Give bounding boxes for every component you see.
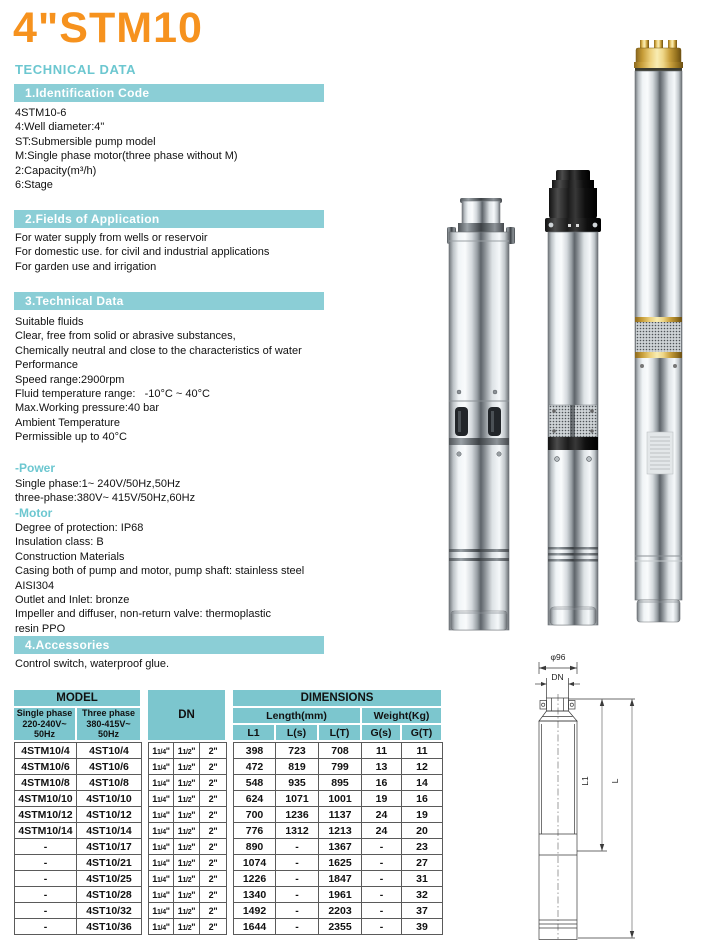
text-line: Chemically neutral and close to the characteristics of water xyxy=(15,344,302,357)
table-row xyxy=(14,759,443,775)
pump-photo-middle xyxy=(545,170,601,625)
value-cell: 19 xyxy=(362,791,402,807)
value-cell: 39 xyxy=(402,919,443,935)
section-header-accessories: 4.Accessories xyxy=(14,636,324,654)
value-cell: - xyxy=(362,839,402,855)
page-title: 4"STM10 xyxy=(13,4,203,52)
value-cell: - xyxy=(362,855,402,871)
value-cell: 624 xyxy=(233,791,276,807)
value-cell: 16 xyxy=(402,791,443,807)
dn-value: 11/2" xyxy=(174,742,200,759)
model-cell: 4STM10/8 xyxy=(14,775,77,791)
value-cell: 1213 xyxy=(319,823,362,839)
model-cell: 4ST10/32 xyxy=(77,903,142,919)
value-cell: 1367 xyxy=(319,839,362,855)
dn-value: 11/2" xyxy=(174,919,200,935)
model-cell: 4STM10/10 xyxy=(14,791,77,807)
text-line: Fluid temperature range: -10°C ~ 40°C xyxy=(15,388,210,401)
drawing-diameter-label: φ96 xyxy=(550,652,566,662)
table-row xyxy=(14,871,443,887)
dn-value: 11/4" xyxy=(148,871,174,887)
dn-value: 11/4" xyxy=(148,807,174,823)
text-line: Ambient Temperature xyxy=(15,416,120,429)
pump-product-photos xyxy=(435,30,701,660)
model-cell: - xyxy=(14,919,77,935)
dn-value: 11/4" xyxy=(148,759,174,775)
value-cell: 548 xyxy=(233,775,276,791)
value-cell: 472 xyxy=(233,759,276,775)
table-row xyxy=(14,887,443,903)
model-cell: 4ST10/12 xyxy=(77,807,142,823)
dn-value: 2" xyxy=(200,742,227,759)
value-cell: 31 xyxy=(402,871,443,887)
section-header-identification: 1.Identification Code xyxy=(14,84,324,102)
text-line: Clear, free from solid or abrasive substances, xyxy=(15,330,236,343)
value-cell: 16 xyxy=(362,775,402,791)
value-cell: 1001 xyxy=(319,791,362,807)
model-cell: 4STM10/14 xyxy=(14,823,77,839)
text-line: Single phase:1~ 240V/50Hz,50Hz xyxy=(15,478,181,490)
text-line: three-phase:380V~ 415V/50Hz,60Hz xyxy=(15,492,196,505)
table-body xyxy=(14,742,443,935)
table-row xyxy=(14,823,443,839)
table-header xyxy=(14,690,443,742)
value-cell: 1492 xyxy=(233,903,276,919)
value-cell: - xyxy=(362,919,402,935)
model-cell: 4ST10/36 xyxy=(77,919,142,935)
identification-text xyxy=(15,106,451,192)
drawing-l-label: L xyxy=(610,778,620,784)
section-header-application: 2.Fields of Application xyxy=(14,210,324,228)
application-text xyxy=(15,231,451,274)
value-cell: 14 xyxy=(402,775,443,791)
value-cell: 19 xyxy=(402,807,443,823)
table-row xyxy=(14,742,443,759)
dn-value: 11/4" xyxy=(148,791,174,807)
value-cell: 24 xyxy=(362,807,402,823)
col-header-l1: L1 xyxy=(233,725,276,742)
value-cell: 723 xyxy=(276,742,319,759)
text-line: Insulation class: B xyxy=(15,536,104,549)
dn-value: 11/2" xyxy=(174,887,200,903)
model-header: MODEL xyxy=(14,690,142,708)
model-cell: 4STM10/4 xyxy=(14,742,77,759)
dn-value: 2" xyxy=(200,823,227,839)
text-line: Speed range:2900rpm xyxy=(15,373,125,386)
col-header-gt: G(T) xyxy=(402,725,443,742)
text-line: Permissible up to 40°C xyxy=(15,431,128,444)
value-cell: 1625 xyxy=(319,855,362,871)
model-cell: 4STM10/6 xyxy=(14,759,77,775)
value-cell: 799 xyxy=(319,759,362,775)
value-cell: - xyxy=(276,887,319,903)
dn-value: 2" xyxy=(200,759,227,775)
dn-value: 11/4" xyxy=(148,839,174,855)
dn-value: 2" xyxy=(200,791,227,807)
value-cell: - xyxy=(276,855,319,871)
dn-value: 2" xyxy=(200,919,227,935)
value-cell: 2355 xyxy=(319,919,362,935)
value-cell: 11 xyxy=(362,742,402,759)
value-cell: 23 xyxy=(402,839,443,855)
table-row xyxy=(14,807,443,823)
model-cell: 4ST10/6 xyxy=(77,759,142,775)
model-cell: 4ST10/21 xyxy=(77,855,142,871)
motor-text xyxy=(15,521,451,636)
model-cell: 4ST10/17 xyxy=(77,839,142,855)
value-cell: - xyxy=(276,871,319,887)
dn-value: 11/2" xyxy=(174,903,200,919)
dn-header: DN xyxy=(148,690,227,742)
value-cell: 32 xyxy=(402,887,443,903)
value-cell: 13 xyxy=(362,759,402,775)
dn-value: 2" xyxy=(200,807,227,823)
value-cell: 935 xyxy=(276,775,319,791)
value-cell: 1644 xyxy=(233,919,276,935)
text-line: Degree of protection: IP68 xyxy=(15,522,144,534)
value-cell: - xyxy=(362,887,402,903)
text-line: Construction Materials xyxy=(15,550,125,563)
value-cell: 20 xyxy=(402,823,443,839)
dn-value: 11/2" xyxy=(174,823,200,839)
dn-value: 2" xyxy=(200,887,227,903)
table-row xyxy=(14,919,443,935)
dn-value: 11/2" xyxy=(174,759,200,775)
value-cell: 27 xyxy=(402,855,443,871)
col-header-ls: L(s) xyxy=(276,725,319,742)
text-line: ST:Submersible pump model xyxy=(15,135,156,148)
text-line: For garden use and irrigation xyxy=(15,260,157,273)
value-cell: 895 xyxy=(319,775,362,791)
dn-value: 2" xyxy=(200,871,227,887)
value-cell: 819 xyxy=(276,759,319,775)
dn-value: 11/2" xyxy=(174,839,200,855)
dn-value: 11/2" xyxy=(174,871,200,887)
dn-value: 2" xyxy=(200,903,227,919)
text-line: Suitable fluids xyxy=(15,316,84,328)
text-line: Performance xyxy=(15,359,78,372)
model-cell: - xyxy=(14,887,77,903)
value-cell: - xyxy=(276,839,319,855)
table-row xyxy=(14,839,443,855)
value-cell: 776 xyxy=(233,823,276,839)
text-line: 6:Stage xyxy=(15,179,53,192)
dn-value: 11/4" xyxy=(148,887,174,903)
model-cell: 4ST10/4 xyxy=(77,742,142,759)
pump-photo-left xyxy=(447,198,515,630)
model-cell: - xyxy=(14,871,77,887)
model-cell: 4ST10/8 xyxy=(77,775,142,791)
value-cell: 1236 xyxy=(276,807,319,823)
value-cell: 708 xyxy=(319,742,362,759)
technical-text xyxy=(15,315,451,445)
three-phase-header: Three phase 380-415V~ 50Hz xyxy=(77,708,142,742)
model-cell: - xyxy=(14,839,77,855)
text-line: Max.Working pressure:40 bar xyxy=(15,402,160,415)
value-cell: 11 xyxy=(402,742,443,759)
dn-value: 2" xyxy=(200,775,227,791)
value-cell: 24 xyxy=(362,823,402,839)
model-cell: 4ST10/25 xyxy=(77,871,142,887)
section-header-technical: 3.Technical Data xyxy=(14,292,324,310)
table-row xyxy=(14,855,443,871)
text-line: 4STM10-6 xyxy=(15,107,67,119)
table-row xyxy=(14,903,443,919)
text-line: Control switch, waterproof glue. xyxy=(15,658,170,670)
model-cell: - xyxy=(14,903,77,919)
value-cell: - xyxy=(276,903,319,919)
dimensions-table xyxy=(14,690,443,935)
dn-value: 11/4" xyxy=(148,903,174,919)
drawing-l1-label: L1 xyxy=(580,776,590,786)
dimension-drawing xyxy=(520,648,701,940)
dn-value: 11/4" xyxy=(148,855,174,871)
accessories-text xyxy=(15,657,451,671)
dn-value: 11/4" xyxy=(148,919,174,935)
value-cell: 1847 xyxy=(319,871,362,887)
model-cell: 4STM10/12 xyxy=(14,807,77,823)
text-line: AISI304 xyxy=(15,579,55,592)
dn-value: 11/4" xyxy=(148,823,174,839)
value-cell: 1071 xyxy=(276,791,319,807)
text-line: Casing both of pump and motor, pump shaft: stainless steel xyxy=(15,565,305,578)
value-cell: 1961 xyxy=(319,887,362,903)
dn-value: 11/2" xyxy=(174,791,200,807)
col-header-lt: L(T) xyxy=(319,725,362,742)
model-cell: 4ST10/28 xyxy=(77,887,142,903)
value-cell: 37 xyxy=(402,903,443,919)
dimensions-header: DIMENSIONS xyxy=(233,690,443,708)
value-cell: 1074 xyxy=(233,855,276,871)
motor-subheading: -Motor xyxy=(15,506,53,520)
technical-data-heading: TECHNICAL DATA xyxy=(15,62,137,77)
value-cell: - xyxy=(276,919,319,935)
text-line: M:Single phase motor(three phase without M) xyxy=(15,150,238,163)
value-cell: 1137 xyxy=(319,807,362,823)
value-cell: - xyxy=(362,871,402,887)
dn-value: 11/2" xyxy=(174,807,200,823)
text-line: Outlet and Inlet: bronze xyxy=(15,594,130,607)
value-cell: 1226 xyxy=(233,871,276,887)
power-text xyxy=(15,477,451,506)
value-cell: 890 xyxy=(233,839,276,855)
length-header: Length(mm) xyxy=(233,708,362,725)
dn-value: 2" xyxy=(200,839,227,855)
dn-value: 11/2" xyxy=(174,775,200,791)
value-cell: 2203 xyxy=(319,903,362,919)
text-line: For water supply from wells or reservoir xyxy=(15,232,208,244)
model-cell: - xyxy=(14,855,77,871)
model-cell: 4ST10/10 xyxy=(77,791,142,807)
text-line: Impeller and diffuser, non-return valve: thermoplastic xyxy=(15,608,271,621)
dn-value: 11/4" xyxy=(148,775,174,791)
table-row xyxy=(14,791,443,807)
power-subheading: -Power xyxy=(15,461,56,475)
col-header-gs: G(s) xyxy=(362,725,402,742)
value-cell: 1312 xyxy=(276,823,319,839)
pump-photo-right xyxy=(634,40,683,622)
weight-header: Weight(Kg) xyxy=(362,708,443,725)
text-line: resin PPO xyxy=(15,622,66,635)
table-row xyxy=(14,775,443,791)
value-cell: 12 xyxy=(402,759,443,775)
dn-value: 2" xyxy=(200,855,227,871)
text-line: For domestic use. for civil and industrial applications xyxy=(15,246,270,259)
value-cell: - xyxy=(362,903,402,919)
single-phase-header: Single phase 220-240V~ 50Hz xyxy=(14,708,77,742)
value-cell: 1340 xyxy=(233,887,276,903)
drawing-dn-label: DN xyxy=(551,672,564,682)
value-cell: 398 xyxy=(233,742,276,759)
text-line: 2:Capacity(m³/h) xyxy=(15,164,97,177)
model-cell: 4ST10/14 xyxy=(77,823,142,839)
text-line: 4:Well diameter:4" xyxy=(15,121,105,134)
dn-value: 11/2" xyxy=(174,855,200,871)
value-cell: 700 xyxy=(233,807,276,823)
dn-value: 11/4" xyxy=(148,742,174,759)
